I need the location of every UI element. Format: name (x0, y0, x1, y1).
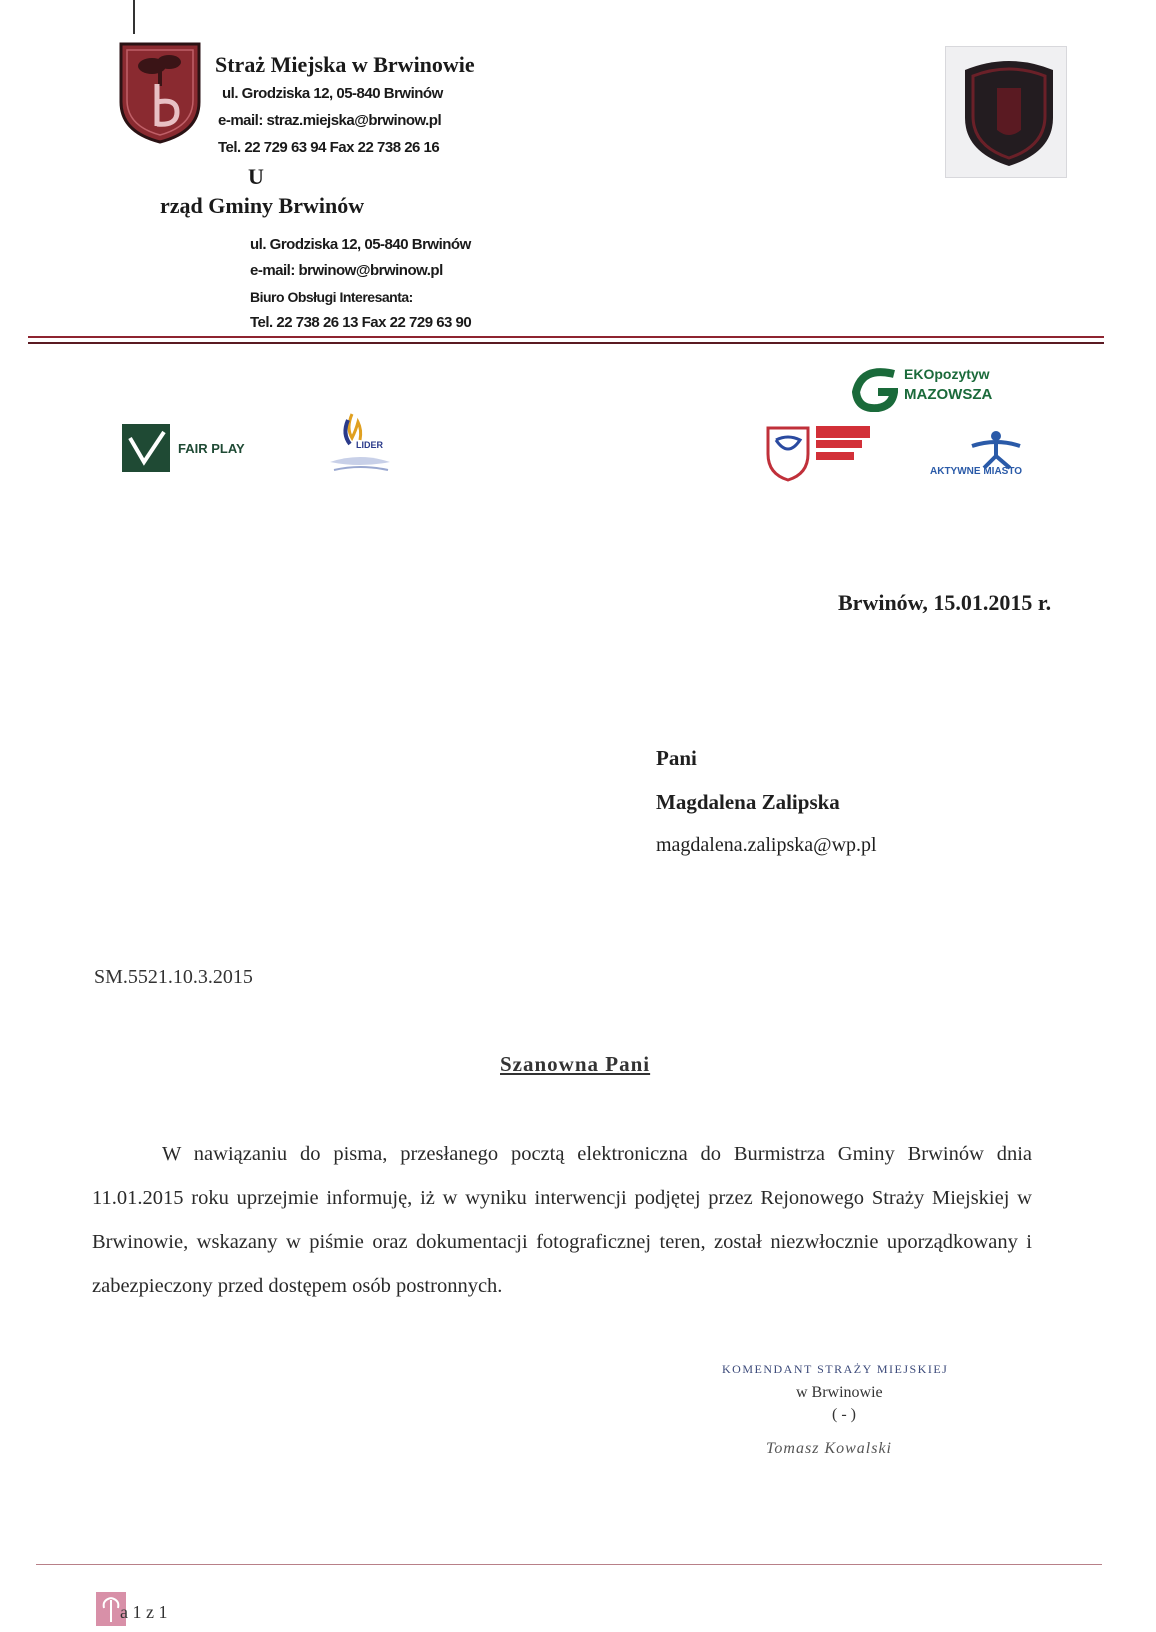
ug-phone: Tel. 22 738 26 13 Fax 22 729 63 90 (250, 314, 472, 331)
recipient-name: Magdalena Zalipska (656, 790, 840, 814)
letter-body: W nawiązaniu do pisma, przesłanego pocztą elektroniczna do Burmistrza Gminy Brwinów dnia 11.01.2015 roku uprzejmie informuję, iż w wyniku interwencji podjętej przez Rejonowego Straży Miejskiej w Brwinowie, wskazany w piśmie oraz dokumentacji fotograficznej teren, został niezwłocznie uporządkowany i zabezpieczony przed dostępem osób postronnych. (92, 1143, 1032, 1297)
sm-email[interactable]: e-mail: straz.miejska@brwinow.pl (218, 112, 442, 129)
ug-initial: U (248, 164, 264, 189)
footer-rule (36, 1564, 1102, 1565)
coat-of-arms-brwinow-icon (117, 40, 203, 144)
signature-name: Tomasz Kowalski (766, 1440, 892, 1457)
eko-leaf-icon (852, 366, 898, 412)
salutation: Szanowna Pani (500, 1052, 651, 1076)
signature-place: w Brwinowie (796, 1384, 883, 1401)
reference-number: SM.5521.10.3.2015 (94, 966, 253, 988)
lider-label: LIDER (356, 440, 383, 450)
aktywne-figure-icon (966, 430, 1026, 470)
recipient-email[interactable]: magdalena.zalipska@wp.pl (656, 834, 877, 856)
ug-biuro-label: Biuro Obsługi Interesanta: (250, 289, 413, 305)
top-edge-line (133, 0, 135, 34)
aktywne-label: AKTYWNE MIASTO (930, 466, 1023, 477)
sm-phone: Tel. 22 729 63 94 Fax 22 738 26 16 (218, 139, 440, 156)
recipient-title: Pani (656, 746, 697, 770)
page-counter: a 1 z 1 (120, 1602, 168, 1622)
ug-email[interactable]: e-mail: brwinow@brwinow.pl (250, 262, 443, 279)
fairplay-check-icon (122, 424, 170, 472)
ug-address: ul. Grodziska 12, 05-840 Brwinów (250, 236, 471, 253)
fairplay-label: FAIR PLAY (178, 440, 245, 456)
eko-bottom-label: MAZOWSZA (904, 386, 993, 403)
ug-name: rząd Gminy Brwinów (160, 193, 365, 218)
signature-mark: ( - ) (832, 1406, 856, 1423)
fairplay-logo (122, 424, 245, 472)
sm-name: Straż Miejska w Brwinowie (215, 52, 475, 77)
header-rule-secondary (28, 342, 1104, 344)
sm-address: ul. Grodziska 12, 05-840 Brwinów (222, 85, 443, 102)
sport-flag-logo-icon (764, 424, 874, 484)
letter-date: Brwinów, 15.01.2015 r. (838, 590, 1052, 615)
eko-top-label: EKOpozytyw (904, 366, 990, 382)
signature-title: KOMENDANT STRAŻY MIEJSKIEJ (722, 1362, 949, 1376)
header-rule (28, 336, 1104, 338)
coat-of-arms-shield-icon (957, 56, 1061, 170)
lider-logo (326, 408, 396, 483)
